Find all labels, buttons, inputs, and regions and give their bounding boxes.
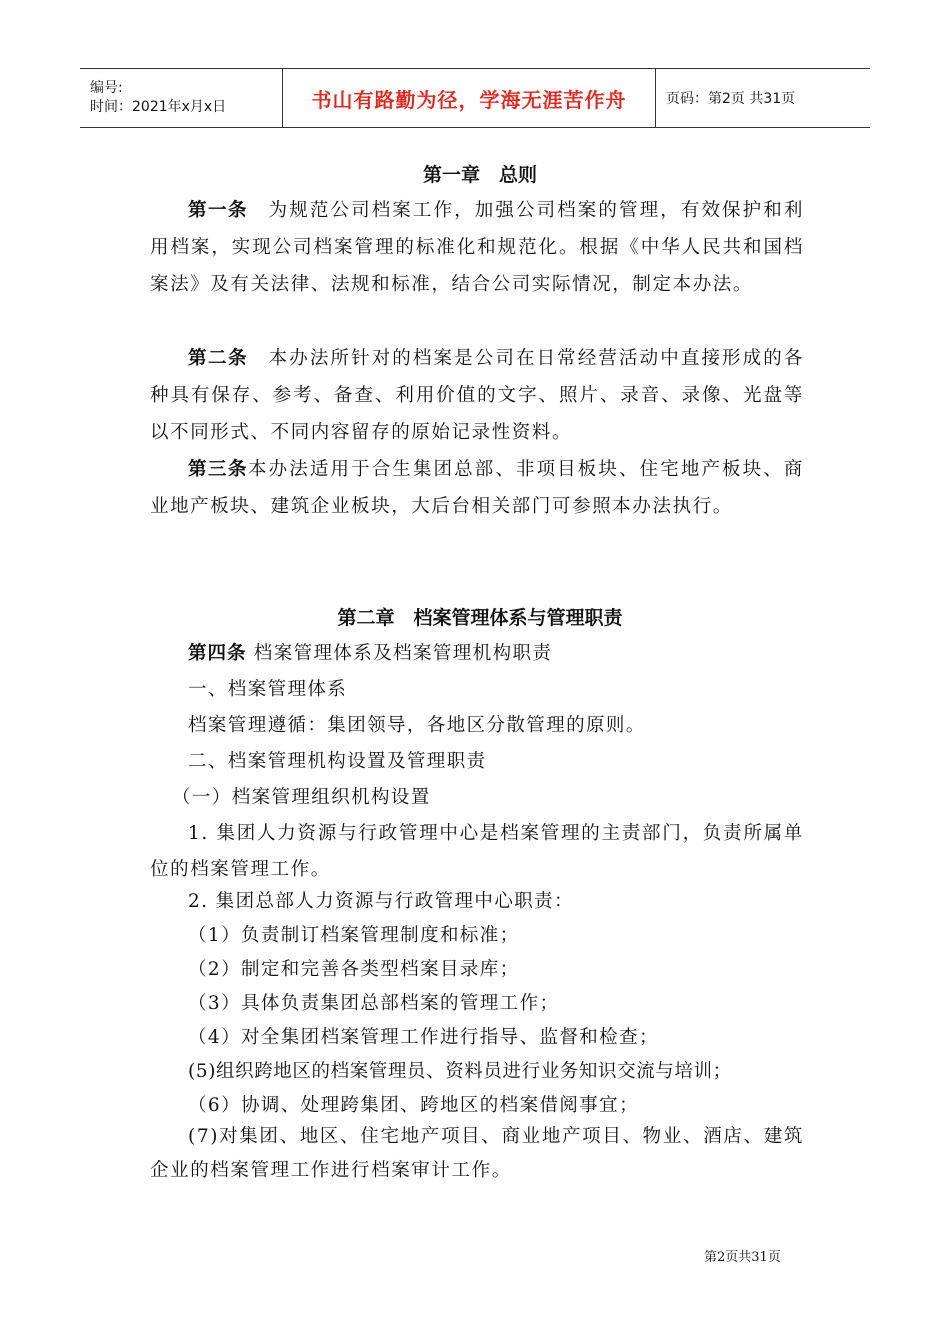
section-1-heading: 一、档案管理体系 (188, 679, 348, 700)
article-4-label: 第四条 (188, 643, 247, 664)
article-4-text: 档案管理体系及档案管理机构职责 (253, 643, 553, 664)
article-4 (188, 636, 848, 672)
duty-item-3: （3）具体负责集团总部档案的管理工作； (188, 993, 560, 1014)
article-3-text: 本办法适用于合生集团总部、非项目板块、住宅地产板块、商业地产板块、建筑企业板块，大后台相关部门可参照本办法执行。 (150, 459, 804, 517)
duty-item-4: （4）对全集团档案管理工作进行指导、监督和检查； (188, 1027, 659, 1048)
header-meta (80, 69, 282, 127)
article-3 (150, 451, 804, 525)
subsection-1-heading: （一）档案管理组织机构设置 (172, 787, 431, 808)
number-label: 编号: (90, 80, 123, 96)
duty-item-7: (7)对集团、地区、住宅地产项目、商业地产项目、物业、酒店、建筑企业的档案管理工作进行档案审计工作。 (150, 1126, 804, 1181)
article-2-label: 第二条 (188, 348, 249, 369)
header-motto-cell (282, 69, 656, 127)
section-2-heading: 二、档案管理机构设置及管理职责 (188, 751, 487, 772)
chapter2-title: 第二章 档案管理体系与管理职责 (337, 607, 623, 629)
article-2-text: 本办法所针对的档案是公司在日常经营活动中直接形成的各种具有保存、参考、备查、利用价值的文字、照片、录音、录像、光盘等以不同形式、不同内容留存的原始记录性资料。 (150, 348, 804, 443)
section-1-text: 档案管理遵循：集团领导，各地区分散管理的原则。 (188, 715, 646, 736)
article-1 (150, 192, 804, 303)
article-3-label: 第三条 (188, 459, 249, 480)
clause-2: 2. 集团总部人力资源与行政管理中心职责： (188, 891, 574, 912)
article-1-text: 为规范公司档案工作，加强公司档案的管理，有效保护和利用档案，实现公司档案管理的标准化和规范化。根据《中华人民共和国档案法》及有关法律、法规和标准，结合公司实际情况，制定本办法。 (150, 200, 804, 295)
header-page-cell (656, 69, 870, 127)
duty-item-1: （1）负责制订档案管理制度和标准； (188, 925, 520, 946)
document-header (80, 68, 870, 128)
article-1-label: 第一条 (188, 200, 249, 221)
page-footer: 第2页共31页 (704, 1250, 781, 1265)
duty-item-5: (5)组织跨地区的档案管理员、资料员进行业务知识交流与培训； (188, 1061, 732, 1082)
motto: 书山有路勤为径，学海无涯苦作舟 (311, 87, 627, 112)
clause-1: 1. 集团人力资源与行政管理中心是档案管理的主责部门，负责所属单位的档案管理工作。 (150, 823, 804, 880)
duty-item-2: （2）制定和完善各类型档案目录库； (188, 959, 520, 980)
duty-item-6: （6）协调、处理跨集团、跨地区的档案借阅事宜； (188, 1095, 639, 1116)
time-label: 时间：2021年x月x日 (90, 99, 227, 115)
chapter1-title: 第一章 总则 (422, 164, 537, 186)
page-info: 页码：第2页 共31页 (666, 91, 796, 107)
article-2 (150, 340, 804, 451)
